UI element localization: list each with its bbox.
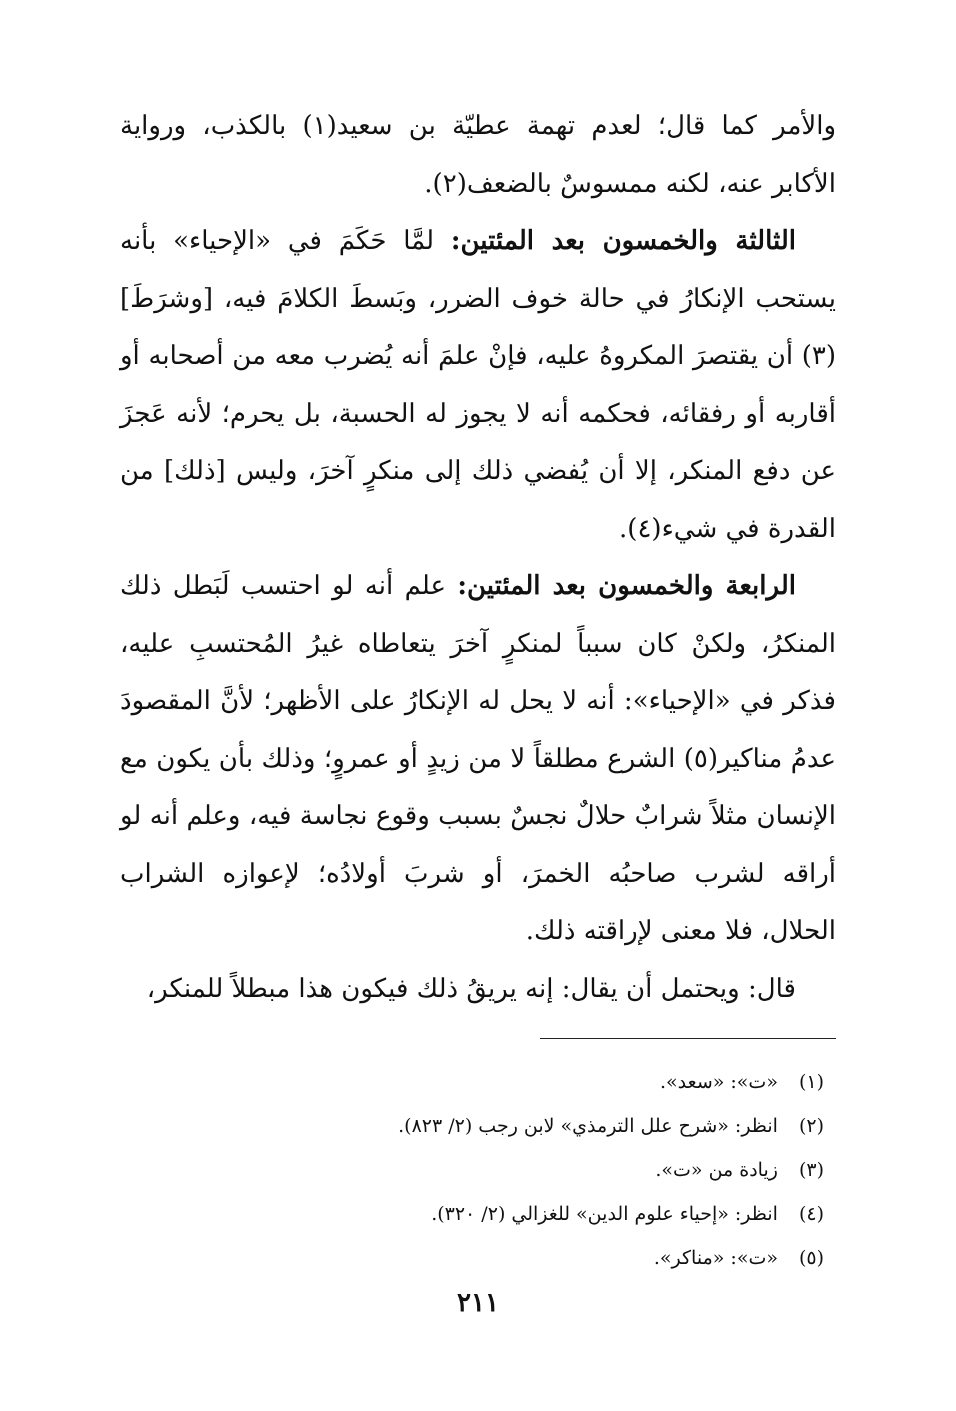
page-number: ٢١١ <box>457 1288 499 1318</box>
footnote-1 <box>120 1060 836 1104</box>
paragraph-1 <box>120 98 836 213</box>
footnote-2-text: انظر: «شرح علل الترمذي» لابن رجب (٢/ ٨٢٣). <box>398 1115 778 1137</box>
paragraph-2 <box>120 213 836 558</box>
paragraph-3 <box>120 558 836 961</box>
paragraph-3-text: علم أنه لو احتسب لَبَطل ذلك المنكرُ، ولكنْ كان سبباً لمنكرٍ آخرَ يتعاطاه غيرُ المُحتسبِ عليه، فذكر في «الإحياء»: أنه لا يحل له الإنكارُ على الأظهر؛ لأنَّ المقصودَ عدمُ مناكير(٥) الشرع مطلقاً لا من زيدٍ أو عمروٍ؛ وذلك بأن يكون مع الإنسان مثلاً شرابٌ حلالٌ نجسٌ بسبب وقوع نجاسة فيه، وعلم أنه لو أراقه لشرب صاحبُه الخمرَ، أو شربَ أولادُه؛ لإعوازه الشراب الحلال، فلا معنى لإراقته ذلك. <box>120 571 836 946</box>
footnote-4-number: (٤) <box>798 1203 824 1225</box>
footnote-3-number: (٣) <box>798 1159 824 1181</box>
footnote-5-text: «ت»: «مناكر». <box>653 1247 778 1269</box>
footnote-4-text: انظر: «إحياء علوم الدين» للغزالي (٢/ ٣٢٠). <box>431 1203 778 1225</box>
footnote-5 <box>120 1236 836 1280</box>
footnote-2 <box>120 1104 836 1148</box>
paragraph-1-text: والأمر كما قال؛ لعدم تهمة عطيّة بن سعيد(١) بالكذب، ورواية الأكابر عنه، لكنه ممسوسٌ بالضعف(٢). <box>120 111 836 199</box>
footnote-2-number: (٢) <box>798 1115 824 1137</box>
footnote-divider <box>540 1038 836 1039</box>
footnote-4 <box>120 1192 836 1236</box>
footnote-3 <box>120 1148 836 1192</box>
paragraph-2-heading: الثالثة والخمسون بعد المئتين: <box>450 226 796 256</box>
paragraph-4-text: قال: ويحتمل أن يقال: إنه يريقُ ذلك فيكون هذا مبطلاً للمنكر، <box>146 973 796 1004</box>
footnotes <box>120 1060 836 1280</box>
main-text <box>120 98 836 1018</box>
footnote-1-number: (١) <box>798 1071 824 1093</box>
paragraph-2-text: لمَّا حَكَمَ في «الإحياء» بأنه يستحب الإنكارُ في حالة خوف الضرر، وبَسطَ الكلامَ فيه، [وشرَطَ](٣) أن يقتصرَ المكروهُ عليه، فإنْ علمَ أنه يُضرب معه من أصحابه أو أقاربه أو رفقائه، فحكمه أنه لا يجوز له الحسبة، بل يحرم؛ لأنه عَجزَ عن دفع المنكر، إلا أن يُفضي ذلك إلى منكرٍ آخرَ، وليس [ذلك] من القدرة في شيء(٤). <box>120 226 836 544</box>
footnote-1-text: «ت»: «سعد». <box>660 1071 778 1093</box>
paragraph-3-heading: الرابعة والخمسون بعد المئتين: <box>457 571 796 601</box>
footnote-3-text: زيادة من «ت». <box>655 1159 778 1181</box>
footnote-5-number: (٥) <box>798 1247 824 1269</box>
paragraph-4 <box>120 961 836 1019</box>
